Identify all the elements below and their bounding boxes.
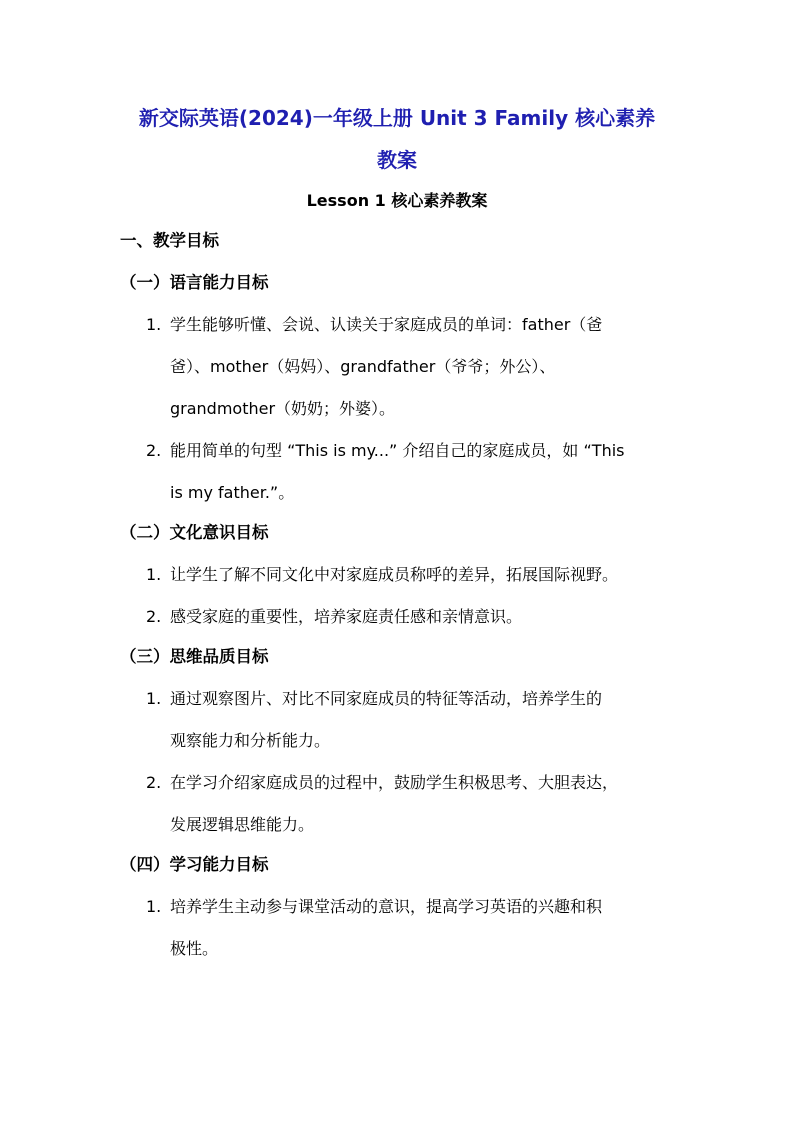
list-item-number: 1. bbox=[146, 565, 162, 584]
list-item-number: 1. bbox=[146, 315, 162, 334]
list-item-line: 爸）、mother（妈妈）、grandfather（爷爷；外公）、 bbox=[170, 357, 556, 376]
list-item-line: 感受家庭的重要性，培养家庭责任感和亲情意识。 bbox=[170, 607, 523, 626]
subsection-heading-language: （一）语言能力目标 bbox=[120, 273, 269, 292]
list-item-number: 2. bbox=[146, 773, 162, 792]
list-item-number: 1. bbox=[146, 897, 162, 916]
list-item-line: grandmother（奶奶；外婆）。 bbox=[170, 399, 396, 418]
list-item-line: 在学习介绍家庭成员的过程中，鼓励学生积极思考、大胆表达， bbox=[170, 773, 619, 792]
list-item-line: 发展逻辑思维能力。 bbox=[170, 815, 315, 834]
list-item-line: 观察能力和分析能力。 bbox=[170, 731, 331, 750]
document-title-continued: 教案 bbox=[377, 148, 417, 172]
document-title: 新交际英语(2024)一年级上册 Unit 3 Family 核心素养 bbox=[138, 106, 656, 130]
list-item-line: is my father.”。 bbox=[170, 483, 295, 502]
subsection-heading-thinking: （三）思维品质目标 bbox=[120, 647, 269, 666]
list-item-number: 2. bbox=[146, 607, 162, 626]
list-item-line: 极性。 bbox=[170, 939, 219, 958]
subsection-heading-culture: （二）文化意识目标 bbox=[120, 523, 269, 542]
list-item-number: 2. bbox=[146, 441, 162, 460]
list-item-line: 通过观察图片、对比不同家庭成员的特征等活动，培养学生的 bbox=[170, 689, 603, 708]
list-item-line: 学生能够听懂、会说、认读关于家庭成员的单词：father（爸 bbox=[170, 315, 603, 334]
list-item-number: 1. bbox=[146, 689, 162, 708]
lesson-subtitle: Lesson 1 核心素养教案 bbox=[306, 191, 488, 210]
subsection-heading-learning: （四）学习能力目标 bbox=[120, 855, 269, 874]
list-item-line: 让学生了解不同文化中对家庭成员称呼的差异，拓展国际视野。 bbox=[170, 565, 619, 584]
section-heading-teaching-goals: 一、教学目标 bbox=[120, 231, 219, 250]
list-item-line: 能用简单的句型 “This is my...” 介绍自己的家庭成员，如 “This bbox=[170, 441, 625, 460]
list-item-line: 培养学生主动参与课堂活动的意识，提高学习英语的兴趣和积 bbox=[170, 897, 603, 916]
